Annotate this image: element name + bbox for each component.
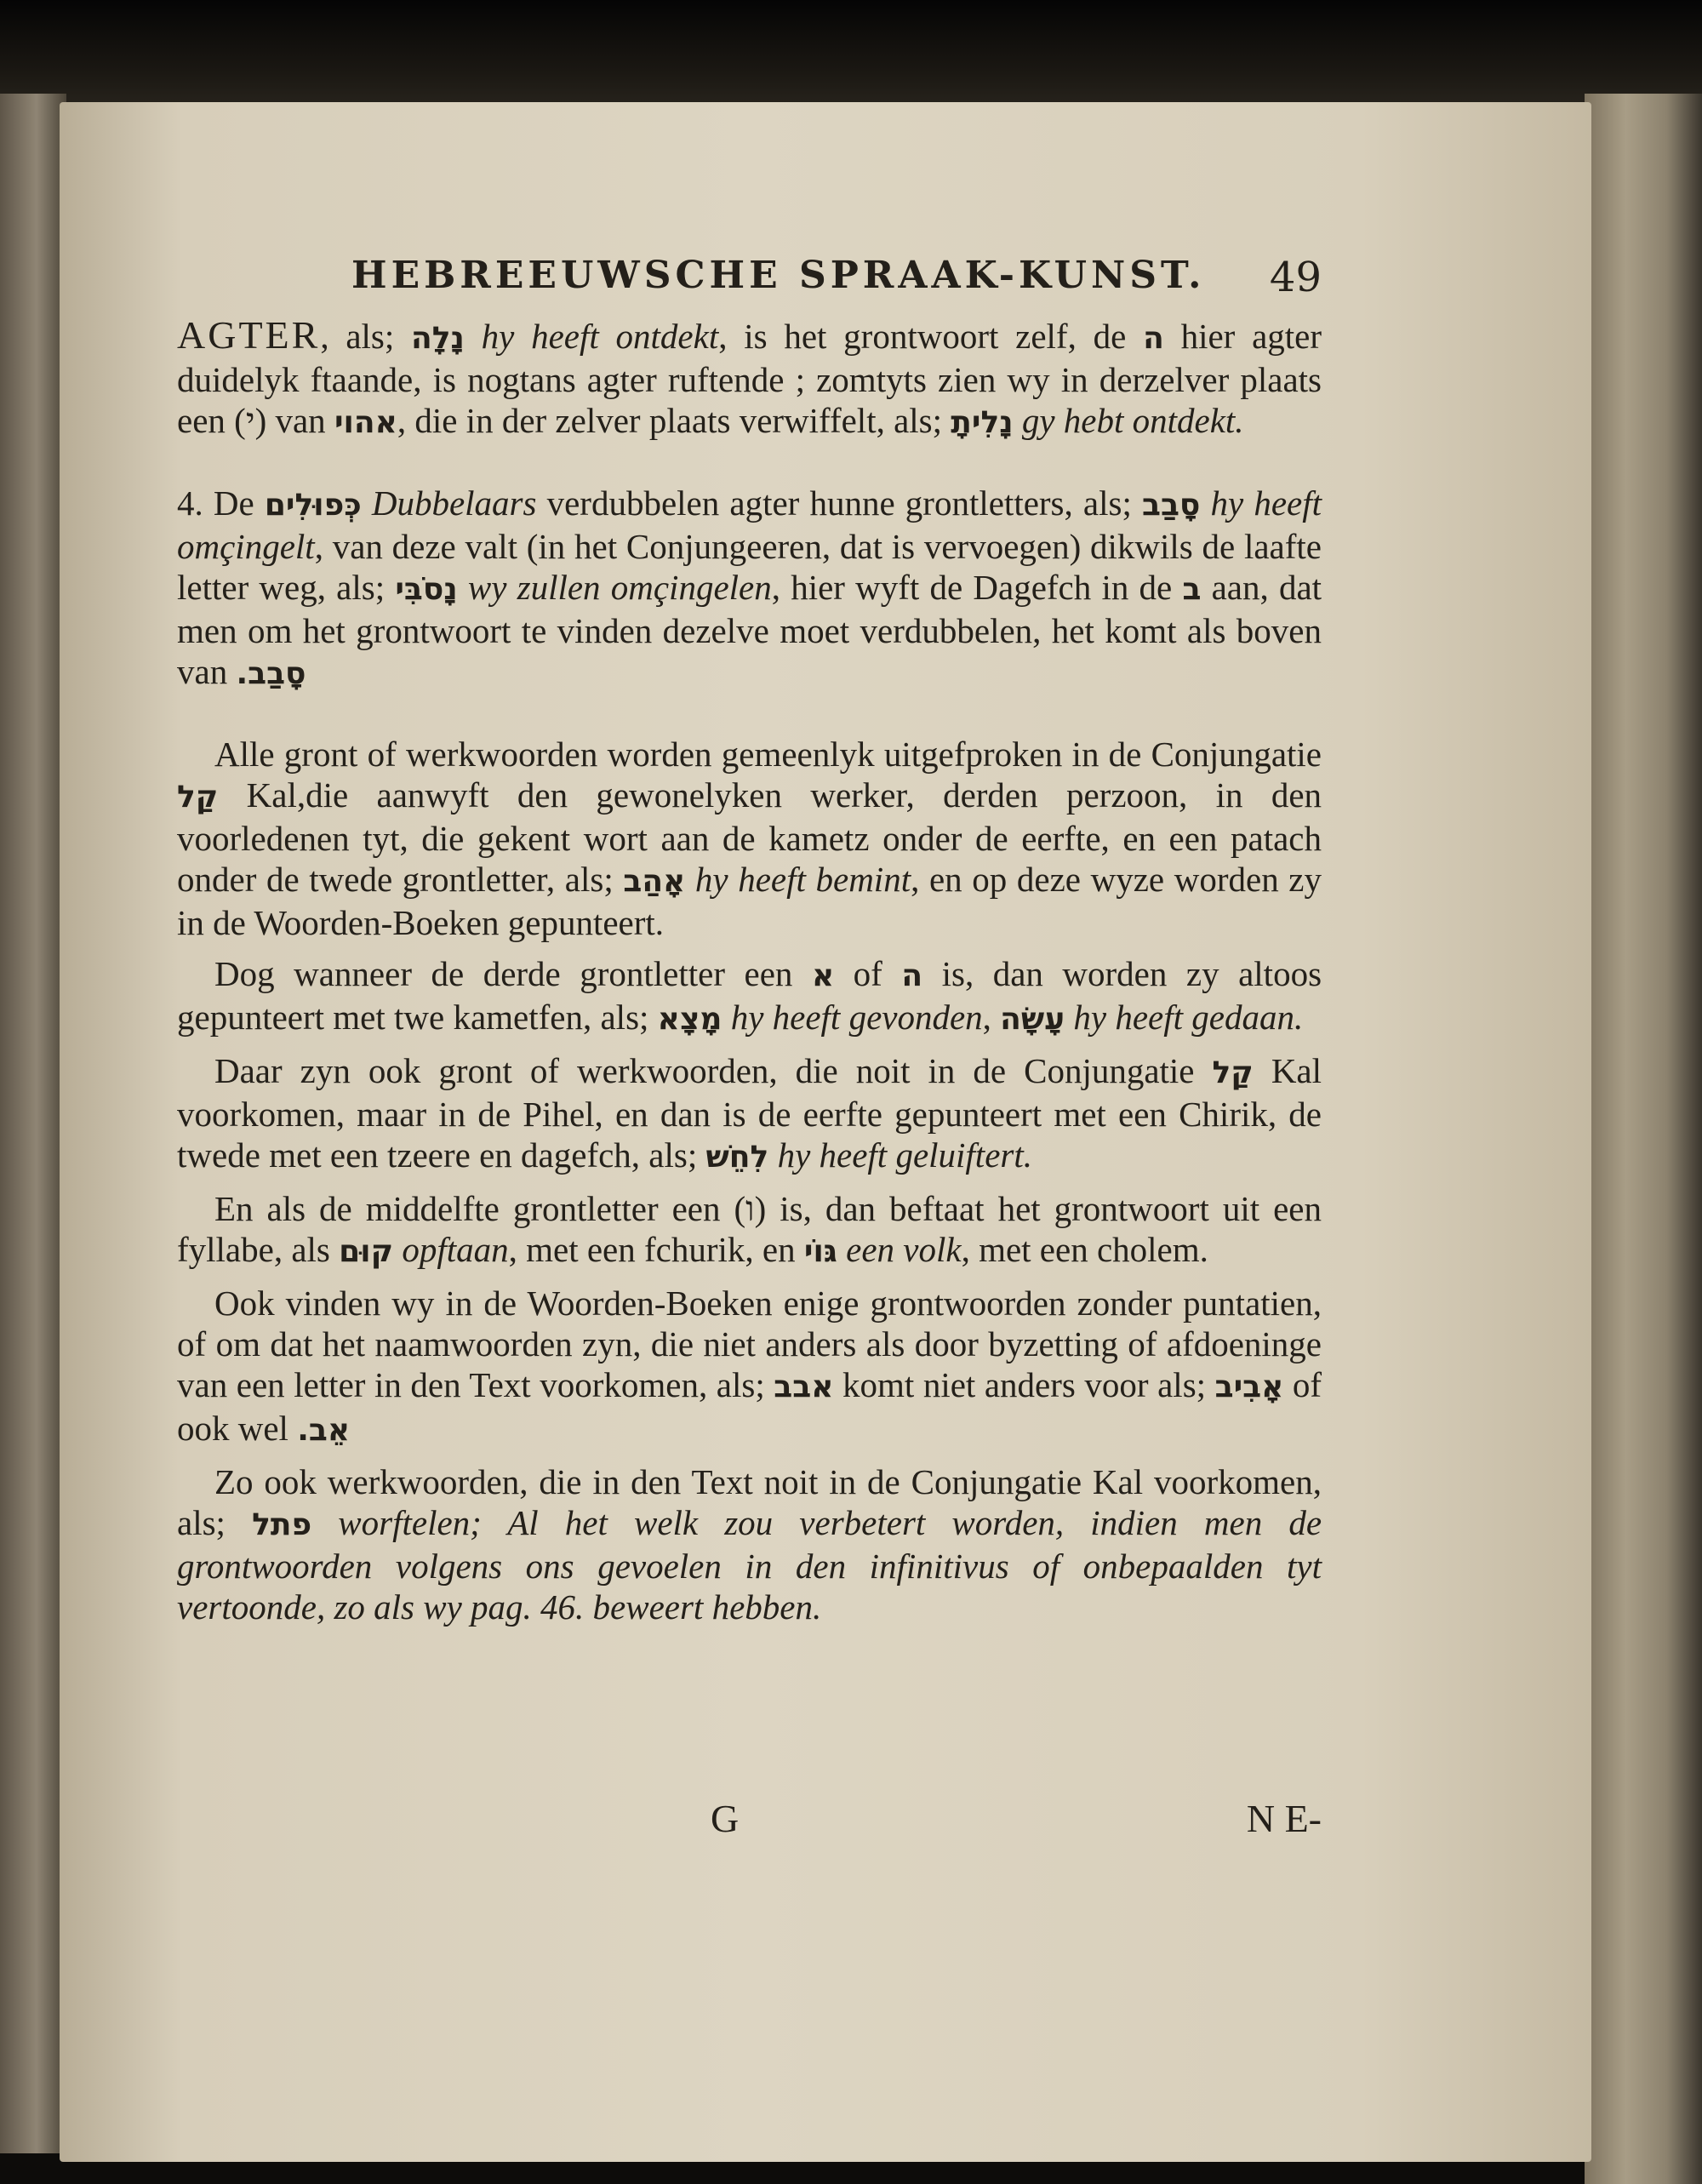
text-run: Alle gront of werkwoorden worden gemeenlyk uitgefproken in de Conjungatie <box>214 735 1322 774</box>
italic-gloss: een volk <box>846 1230 962 1269</box>
hebrew-letter: ה <box>901 958 923 993</box>
text-run: Ook vinden wy in de Woorden-Boeken enige grontwoorden zonder puntatien, of om dat het naamwoorden zyn, die niet anders als door byzetting of afdoeninge van een letter in den Text voorkomen, als; <box>177 1284 1322 1404</box>
paragraph-woorden-boeken <box>177 1283 1322 1451</box>
italic-gloss: gy hebt ontdekt. <box>1021 401 1244 440</box>
hebrew-word: נָסֹבִּי <box>395 572 458 607</box>
hebrew-word: סָבַב <box>1141 488 1201 523</box>
paragraph-dubbelaars <box>177 483 1322 695</box>
text-run: komt niet anders voor als; <box>842 1365 1207 1404</box>
text-run: Dog wanneer de derde grontletter een <box>214 954 793 993</box>
italic-gloss: opftaan <box>402 1230 509 1269</box>
hebrew-word: נָלָה <box>411 321 465 356</box>
hebrew-word: אהוי <box>334 405 397 440</box>
italic-gloss: hy heeft omçingelt <box>177 483 1322 566</box>
text-run: verdubbelen agter hunne grontletters, als; <box>546 483 1132 523</box>
hebrew-word: כְּפוּלִים <box>264 488 362 523</box>
page-text <box>177 255 1322 1627</box>
text-run: Zo ook werkwoorden, die in den Text noit in de Conjungatie Kal voorkomen, als; <box>177 1462 1322 1542</box>
text-run: , van deze valt (in het Conjungeeren, dat is vervoegen) dikwils de laafte letter weg, als; <box>177 527 1322 607</box>
paragraph-zo-ook <box>177 1461 1322 1627</box>
hebrew-word: קוּם <box>339 1234 394 1269</box>
hebrew-word: אבב <box>774 1369 834 1404</box>
hebrew-letter: ב <box>1182 572 1202 607</box>
hebrew-word: מָצָא <box>657 1002 722 1037</box>
paragraph-agter <box>177 315 1322 443</box>
right-page-edge <box>1585 94 1702 2184</box>
running-title: HEBREEUWSCHE SPRAAK-KUNST. <box>351 254 1206 297</box>
hebrew-word: אָהַב <box>623 864 686 899</box>
italic-term: Dubbelaars <box>371 483 537 523</box>
text-run: Kal voorkomen, maar in de Pihel, en dan is de eerfte gepunteert met een Chirik, de twede met een tzeere en dagefch, als; <box>177 1051 1322 1175</box>
text-run: , met een cholem. <box>961 1230 1208 1269</box>
italic-gloss: wy zullen omçingelen <box>467 568 772 607</box>
hebrew-word: אָבִיב <box>1214 1369 1284 1404</box>
text-run: , <box>982 998 991 1037</box>
text-run: , hier wyft de Dagefch in de <box>771 568 1173 607</box>
hebrew-word: קַל <box>1212 1055 1254 1090</box>
hebrew-word: פתל <box>252 1507 312 1542</box>
running-header <box>177 255 1322 315</box>
page-number: 49 <box>1269 254 1322 301</box>
text-run: , en op deze wyze worden zy in de Woorden-Boeken gepunteert. <box>177 860 1322 942</box>
hebrew-word: אֵב. <box>297 1413 351 1448</box>
page-footer <box>177 1796 1322 1847</box>
paragraph-middelste <box>177 1188 1322 1272</box>
italic-gloss: hy heeft gedaan. <box>1073 998 1304 1037</box>
text-run: 4. De <box>177 483 254 523</box>
hebrew-word: עָשָׂה <box>1000 1002 1065 1037</box>
hebrew-letter: ה <box>1143 321 1164 356</box>
text-run: Daar zyn ook gront of werkwoorden, die noit in de Conjungatie <box>214 1051 1195 1090</box>
hebrew-word: קַל <box>177 780 219 815</box>
paragraph-pihel <box>177 1050 1322 1178</box>
left-page-edge <box>0 94 66 2153</box>
hebrew-word: נָלִיתָ <box>951 405 1014 440</box>
hebrew-word: סָבַב. <box>236 656 306 691</box>
text-run: of <box>853 954 882 993</box>
text-run: of ook wel <box>177 1365 1322 1448</box>
paragraph-dog-wanneer <box>177 953 1322 1040</box>
text-run: En als de middelfte grontletter een (ו) is, dan beftaat het grontwoort uit een fyllabe, als <box>177 1189 1322 1269</box>
signature-mark: G <box>711 1797 740 1840</box>
text-run: , is het grontwoort zelf, de <box>718 317 1127 356</box>
hebrew-letter: א <box>811 958 835 993</box>
hebrew-word: גּוֹי <box>803 1234 837 1269</box>
text-run: , met een fchurik, en <box>508 1230 796 1269</box>
italic-note: worftelen; Al het welk zou verbetert worden, indien men de grontwoorden volgens ons gevoelen in den infinitivus of onbepaalden tyt vertoonde, zo als wy pag. 46. beweert hebben. <box>177 1503 1322 1627</box>
hebrew-word: לִחֵשׁ <box>705 1140 769 1175</box>
paragraph-alle-gront <box>177 734 1322 943</box>
text-run: hier agter duidelyk ftaande, is nogtans agter ruftende ; zomtyts zien wy in derzelver plaats een (י) van <box>177 317 1322 440</box>
italic-gloss: hy heeft gevonden <box>730 998 983 1037</box>
italic-gloss: hy heeft ontdekt <box>481 317 719 356</box>
text-run: , als; <box>320 317 395 356</box>
small-caps-word: AGTER <box>177 313 321 357</box>
text-run: , die in der zelver plaats verwiffelt, als; <box>397 401 943 440</box>
text-run: Kal,die aanwyft den gewonelyken werker, derden perzoon, in den voorledenen tyt, die gekent wort aan de kametz onder de eerfte, en een patach onder de twede grontletter, als; <box>177 775 1322 899</box>
text-run: aan, dat men om het grontwoort te vinden dezelve moet verdubbelen, het komt als boven van <box>177 568 1322 691</box>
text-run: is, dan worden zy altoos gepunteert met twe kametfen, als; <box>177 954 1322 1037</box>
italic-gloss: hy heeft bemint <box>694 860 911 899</box>
catchword: N E- <box>1246 1797 1322 1840</box>
italic-gloss: hy heeft geluiftert. <box>777 1135 1032 1175</box>
